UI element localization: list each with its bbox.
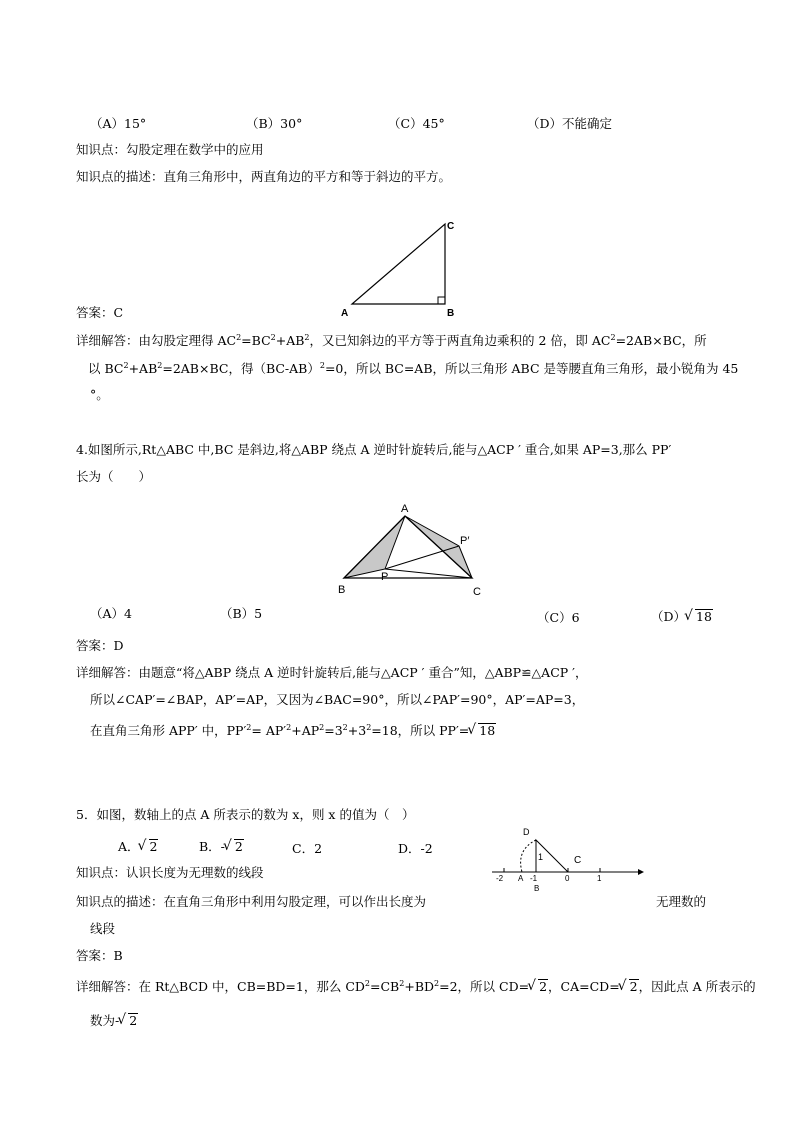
answer: 答案：B — [76, 948, 123, 963]
label-b: B — [338, 584, 346, 596]
label-a: A — [341, 308, 349, 319]
detailed-solution-line2: 以 $BC^2+AB^2=2AB\times BC$，得$(BC-AB)^2=0$，所以 BC=AB，所以三角形 ABC 是等腰直角三角形，最小锐角为 45 — [88, 360, 739, 376]
sqrt-18: √ 18 — [469, 722, 496, 740]
detailed-solution-line1: 详细解答：由题意“将△ABP 绕点 A 逆时针旋转后,能与△ACP ′ 重合”知，△ABP≌△ACP ′， — [76, 665, 588, 680]
knowledge-description-tail: 无理数的 — [656, 894, 707, 909]
arrow-icon — [638, 869, 644, 875]
sqrt-2: √ 2 — [119, 1012, 138, 1030]
knowledge-point: 知识点：勾股定理在数学中的应用 — [76, 142, 264, 157]
option-c: （C）6 — [537, 610, 580, 625]
detailed-solution-line2: 数为-√ 2 — [90, 1012, 138, 1030]
triangle-abc — [352, 224, 445, 304]
option-d: （D）√ 18 — [651, 608, 713, 626]
number-line-figure — [488, 820, 648, 900]
option-c: （C）45° — [388, 116, 445, 131]
option-d: （D）不能确定 — [527, 116, 613, 131]
question-4-stem-line2: 长为（ ） — [76, 469, 152, 484]
option-a: （A）15° — [90, 116, 147, 131]
right-triangle-figure — [330, 212, 470, 322]
sqrt-18: √ 18 — [686, 608, 713, 626]
label-1-vertical: 1 — [538, 852, 544, 862]
option-c: C．2 — [292, 841, 323, 856]
label-b: B — [534, 884, 540, 893]
label-minus-2: -2 — [496, 874, 504, 883]
label-minus-1: -1 — [530, 874, 538, 883]
sqrt-2: √ 2 — [225, 838, 244, 856]
dashed-arc — [521, 840, 536, 872]
detailed-solution-line2: 所以∠CAP′=∠BAP，AP′=AP，又因为∠BAC=90°，所以∠PAP′=90°，AP′=AP=3， — [90, 692, 585, 707]
answer: 答案：C — [76, 305, 124, 320]
label-one: 1 — [597, 874, 602, 883]
question-4-stem-line1: 4.如图所示,Rt△ABC 中,BC 是斜边,将△ABP 绕点 A 逆时针旋转后,能与△ACP ′ 重合,如果 AP=3,那么 PP′ — [76, 442, 672, 457]
label-a: A — [518, 874, 524, 883]
label-zero: 0 — [565, 874, 570, 883]
label-c: C — [447, 221, 455, 232]
option-a: （A）4 — [90, 606, 132, 621]
label-p-prime: P′ — [460, 535, 470, 547]
option-b: （B）30° — [246, 116, 303, 131]
knowledge-point: 知识点：认识长度为无理数的线段 — [76, 865, 264, 880]
sqrt-2: √ 2 — [529, 978, 548, 996]
label-c: C — [473, 586, 481, 598]
label-c: C — [574, 855, 582, 866]
knowledge-description-line1: 知识点的描述：在直角三角形中利用勾股定理，可以作出长度为 — [76, 894, 427, 909]
label-b: B — [447, 308, 455, 319]
detailed-solution-line1: 详细解答：在 Rt△BCD 中，CB=BD=1，那么 $CD^2=CB^2+BD^2=2$，所以 CD=√ 2，CA=CD=√ 2，因此点 A 所表示的 — [76, 978, 756, 996]
rotation-triangle-figure — [330, 500, 490, 600]
detailed-solution-line3: °。 — [90, 387, 109, 402]
segment-pp2 — [385, 546, 459, 569]
label-d: D — [523, 827, 530, 837]
knowledge-description: 知识点的描述：直角三角形中，两直角边的平方和等于斜边的平方。 — [76, 169, 452, 184]
option-a: A．√ 2 — [118, 838, 158, 856]
knowledge-description-line2: 线段 — [90, 921, 116, 936]
detailed-solution-line3: 在直角三角形 APP′ 中，$PP'^2= AP'^2+AP^2=3^2+3^2=18$，所以 PP′=√ 18 — [90, 722, 496, 740]
option-d: D．-2 — [398, 841, 433, 856]
sqrt-2: √ 2 — [140, 838, 159, 856]
label-p: P — [381, 571, 389, 583]
detailed-solution-line1: 详细解答：由勾股定理得 $AC^2=BC^2+AB^2$，又已知斜边的平方等于两直角边乘积的 2 倍，即 $AC^2=2AB\times BC$，所 — [76, 332, 707, 348]
option-b: B．-√ 2 — [199, 838, 244, 856]
question-5-stem: 5．如图，数轴上的点 A 所表示的数为 x，则 x 的值为（ ） — [76, 807, 415, 822]
answer: 答案：D — [76, 638, 124, 653]
label-a: A — [401, 503, 409, 515]
right-angle-mark — [438, 297, 445, 304]
option-b: （B）5 — [220, 606, 263, 621]
segment-pc — [385, 569, 472, 578]
sqrt-2: √ 2 — [620, 978, 639, 996]
